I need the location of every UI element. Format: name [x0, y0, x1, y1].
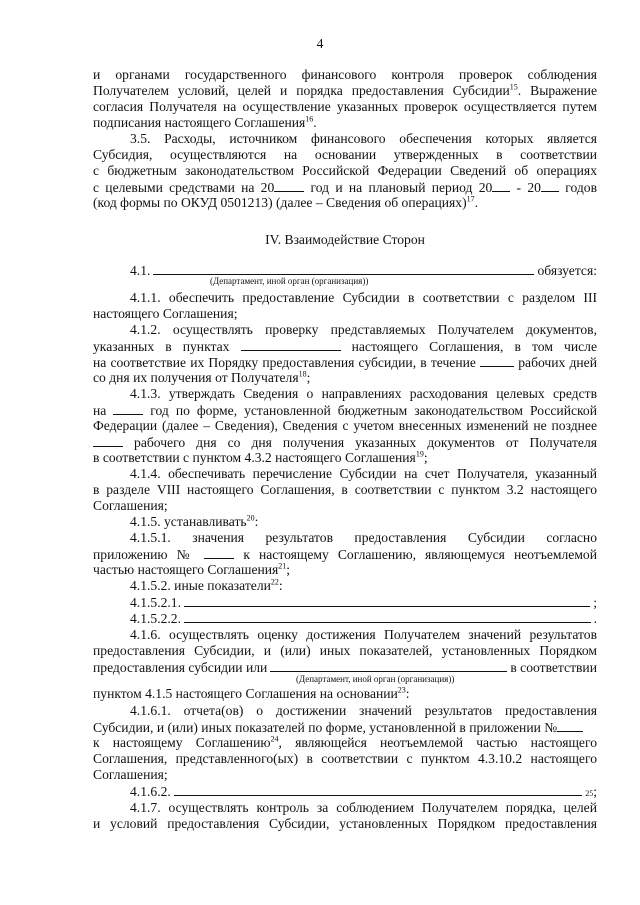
paragraph-line: Федерации (далее – Сведения), Сведения с учетом внесенных изменений не позднее — [93, 418, 597, 433]
text: : — [254, 514, 259, 529]
text: с целевыми средствами на 20 — [93, 180, 275, 195]
blank-field — [541, 179, 559, 192]
paragraph-line: 4.1.5.1. значения результатов предоставления Субсидии согласно — [130, 530, 597, 545]
blank-field — [174, 783, 582, 796]
text: . — [593, 611, 597, 626]
text: настоящего Соглашения, в том числе — [351, 339, 597, 354]
paragraph-line — [93, 450, 597, 466]
text: ; — [593, 784, 597, 799]
paragraph-line — [130, 610, 597, 626]
text: Субсидии, и (или) иных показателей по форме, установленной в приложении № — [93, 720, 558, 735]
text: в соответствии с пунктом 4.3.2 настоящего Соглашения — [93, 450, 416, 465]
paragraph-line: настоящего Соглашения; — [93, 306, 238, 321]
blank-field — [274, 179, 304, 192]
blank-field — [93, 434, 123, 447]
blank-field — [270, 659, 507, 672]
text: : — [405, 686, 410, 701]
paragraph-line: 4.1.6. осуществлять оценку достижения Получателем значений результатов — [130, 627, 597, 642]
paragraph-line — [93, 719, 597, 735]
paragraph-line: 4.1.3. утверждать Сведения о направлениях расходования целевых средств — [130, 386, 597, 401]
paragraph-line: Соглашения; — [93, 498, 168, 513]
text: год и на плановый период 20 — [304, 180, 493, 195]
paragraph-line — [93, 562, 597, 578]
paragraph-line: 4.1.2. осуществлять проверку представляемых Получателем документов, — [130, 322, 597, 337]
paragraph-line: и органами государственного финансового контроля проверок соблюдения — [93, 67, 597, 82]
paragraph-line: 4.1.4. обеспечивать перечисление Субсидии на счет Получателя, указанный — [130, 466, 597, 481]
paragraph-line — [93, 83, 597, 99]
text: (код формы по ОКУД 0501213) (далее – Сведения об операциях) — [93, 195, 467, 210]
text: рабочих дней — [518, 355, 597, 370]
page-number: 4 — [316, 36, 324, 51]
paragraph-line: предоставления Субсидии, и (или) иных показателей, установленных Порядком — [93, 643, 597, 658]
paragraph-line — [93, 370, 597, 386]
paragraph-line — [93, 686, 597, 702]
footnote-ref: 22 — [270, 577, 279, 587]
paragraph-line — [130, 578, 597, 594]
text: 4.1.5.2.2. — [130, 611, 181, 626]
paragraph-line: 3.5. Расходы, источником финансового обеспечения которых является — [130, 131, 597, 146]
text: рабочего дня со дня получения указанных документов от Получателя — [134, 435, 597, 450]
paragraph-line: в разделе VIII настоящего Соглашения, в соответствии с пунктом 3.2 настоящего — [93, 482, 597, 497]
section-title: IV. Взаимодействие Сторон — [265, 232, 425, 247]
text: ; — [593, 595, 597, 610]
blank-field — [241, 338, 341, 351]
paragraph-line: 4.1.6.1. отчета(ов) о достижении значений результатов предоставления — [130, 703, 597, 718]
footnote-ref: 18 — [298, 369, 307, 379]
blank-field — [557, 719, 583, 732]
paragraph-line: Субсидия, осуществляются на основании утвержденных в соответствии — [93, 147, 597, 162]
text: . — [313, 115, 317, 130]
paragraph-line: Соглашения, представленного(ых) в соответствии с пунктом 4.3.10.2 настоящего — [93, 751, 597, 766]
text: к настоящему Соглашению — [93, 735, 271, 750]
text: 4.1.6.2. — [130, 784, 171, 799]
text: на — [93, 403, 107, 418]
text: 4.1.5.2. иные показатели — [130, 578, 271, 593]
text: ; — [423, 450, 428, 465]
text: - 20 — [510, 180, 541, 195]
text: ; — [286, 562, 291, 577]
paragraph-line — [93, 195, 597, 211]
text: приложению № — [93, 547, 196, 562]
blank-field — [204, 546, 234, 559]
paragraph-line — [130, 594, 597, 610]
paragraph-line — [93, 179, 597, 195]
footnote-ref: 15 — [509, 82, 518, 92]
text: , являющейся неотъемлемой частью настоящего — [278, 735, 597, 750]
text: указанных в пунктах — [93, 339, 230, 354]
text: годов — [558, 180, 597, 195]
paragraph-line: с бюджетным законодательством Российской Федерации Сведений об операциях — [93, 163, 597, 178]
paragraph-line — [93, 402, 597, 418]
text: со дня их получения от Получателя — [93, 370, 299, 385]
footnote-ref: 24 — [270, 734, 279, 744]
footnote-ref: 17 — [466, 194, 475, 204]
blank-field — [113, 402, 143, 415]
text: . — [474, 195, 479, 210]
paragraph-line — [93, 735, 597, 751]
field-caption: (Департамент, иной орган (организация)) — [296, 674, 455, 684]
footnote-ref: 20 — [246, 513, 255, 523]
text: 4.1.5. устанавливать — [130, 514, 247, 529]
footnote-ref: 16 — [305, 114, 314, 124]
text: подписания настоящего Соглашения — [93, 115, 306, 130]
text: Получателем условий, целей и порядка предоставления Субсидии — [93, 83, 510, 98]
footnote-ref: 23 — [397, 685, 406, 695]
text: предоставления субсидии или — [93, 660, 268, 675]
paragraph-line: 4.1.7. осуществлять контроль за соблюдением Получателем порядка, целей — [130, 800, 597, 815]
text: пунктом 4.1.5 настоящего Соглашения на основании — [93, 686, 398, 701]
text: к настоящему Соглашению, являющемуся неотъемлемой — [243, 547, 598, 562]
paragraph-line — [130, 514, 597, 530]
blank-field — [184, 594, 590, 607]
paragraph-line — [93, 659, 597, 675]
text: 4.1.5.2.1. — [130, 595, 181, 610]
footnote-ref: 19 — [415, 449, 424, 459]
paragraph-line: Соглашения; — [93, 767, 168, 782]
text: . Выражение — [517, 83, 597, 98]
paragraph-line: и условий предоставления Субсидии, установленных Порядком предоставления — [93, 816, 597, 831]
text: 4.1. — [130, 263, 151, 278]
paragraph-line — [93, 115, 597, 131]
paragraph-line: 4.1.1. обеспечить предоставление Субсидии в соответствии с разделом III — [130, 290, 597, 305]
text: на соответствие их Порядку предоставления субсидии, в течение — [93, 355, 476, 370]
text: в соответствии — [510, 660, 597, 675]
text: ; — [306, 370, 311, 385]
text: обязуется: — [537, 263, 597, 278]
paragraph-line: согласия Получателя на осуществление указанных проверок осуществляется путем — [93, 99, 597, 114]
paragraph-line — [93, 338, 597, 354]
blank-field — [492, 179, 510, 192]
blank-field — [184, 610, 591, 623]
paragraph-line: 4.1.6.2. 25 ; — [130, 784, 597, 799]
paragraph-line — [93, 434, 597, 450]
paragraph-line — [93, 354, 597, 370]
text: частью настоящего Соглашения — [93, 562, 279, 577]
text: : — [278, 578, 283, 593]
blank-field — [153, 262, 534, 275]
field-caption: (Департамент, иной орган (организация)) — [210, 276, 369, 286]
paragraph-line — [93, 546, 597, 562]
footnote-ref: 21 — [278, 561, 287, 571]
blank-field — [480, 354, 514, 367]
text: год по форме, установленной бюджетным законодательством Российской — [150, 403, 597, 418]
